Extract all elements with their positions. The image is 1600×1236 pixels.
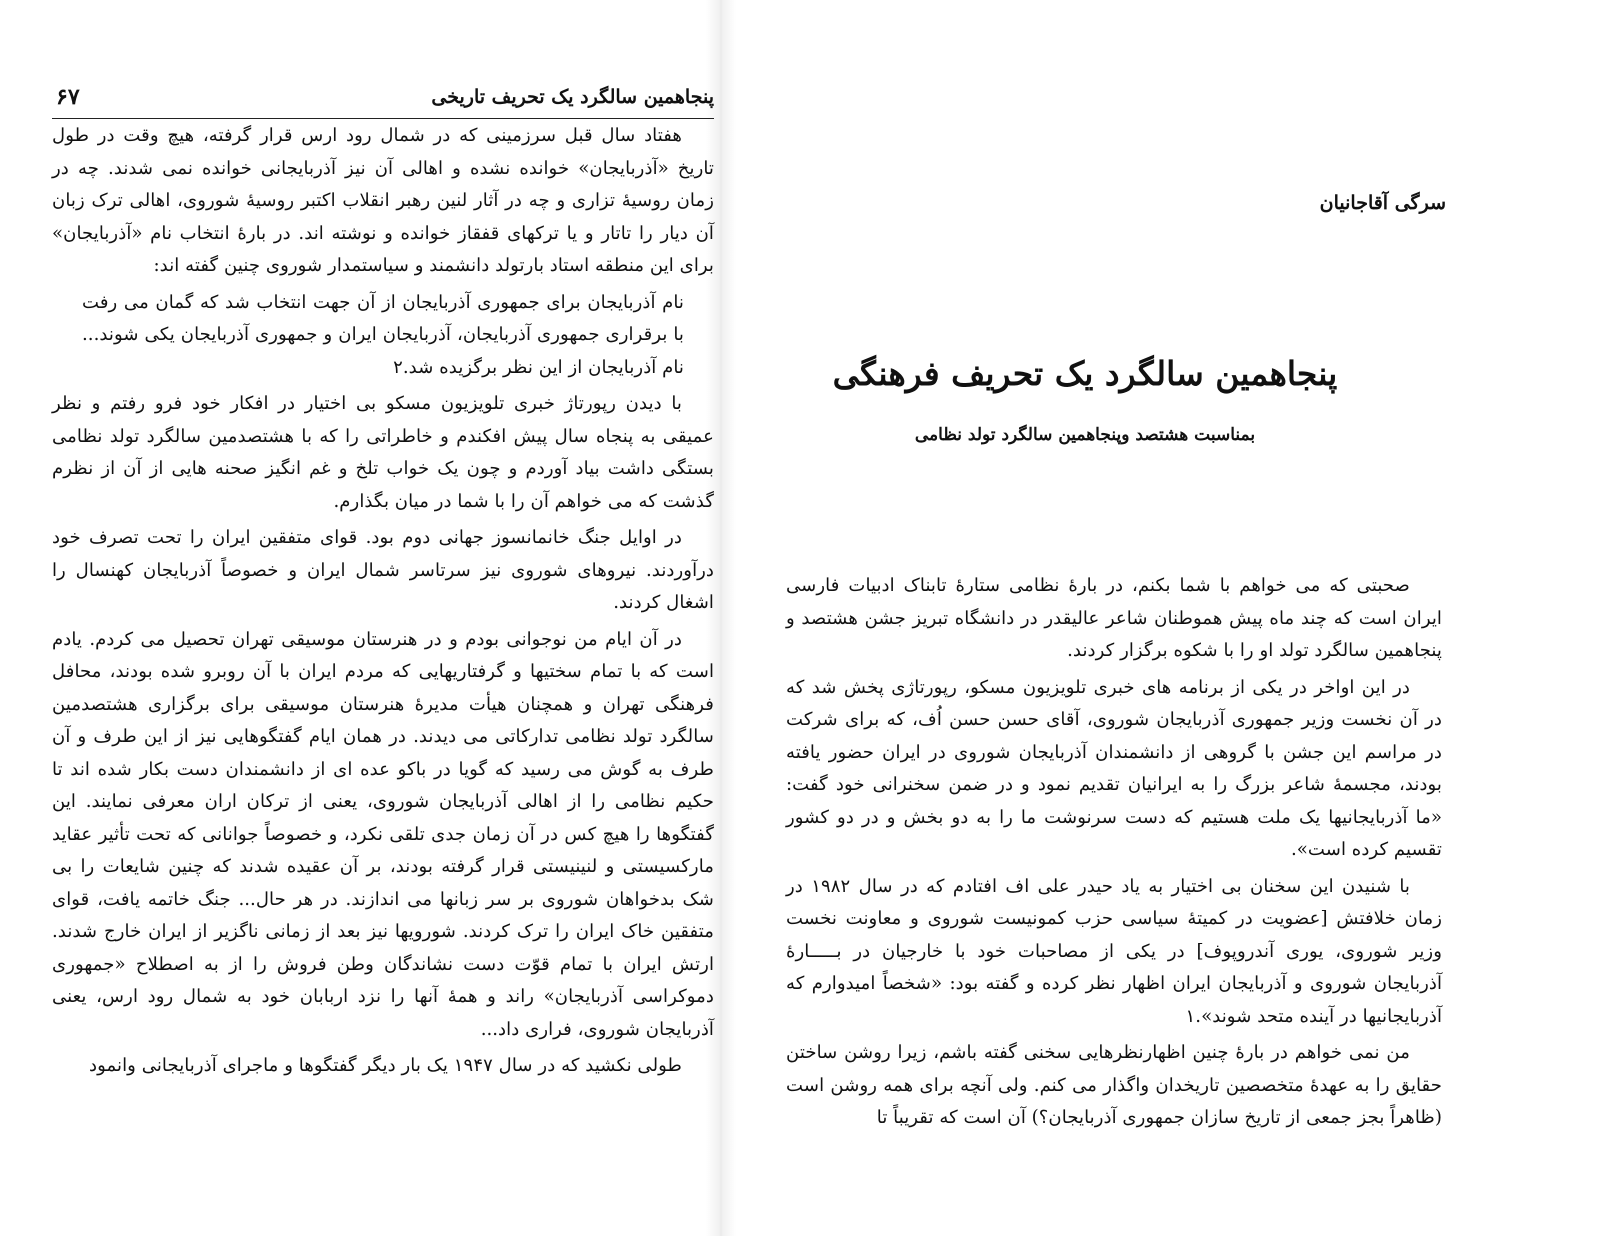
left-page <box>52 84 714 1194</box>
right-page-body <box>786 570 1442 1139</box>
chapter-title: پنجاهمین سالگرد یک تحریف فرهنگی <box>832 354 1338 393</box>
running-head-title: پنجاهمین سالگرد یک تحریف تاریخی <box>431 86 714 108</box>
paragraph: هفتاد سال قبل سرزمینی که در شمال رود ارس قرار گرفته، هیچ وقت در طول تاریخ «آذربایجان» خوانده نشده و اهالی آن نیز آذربایجانی خوانده نمی شدند. چه در زمان روسیهٔ تزاری و چه در آثار لنین رهبر انقلاب اکتبر روسیهٔ شوروی، اهالی ترک زبان آن دیار را تاتار و یا ترکهای قفقاز خوانده و نوشته اند. در بارهٔ انتخاب نام «آذربایجان» برای این منطقه استاد بارتولد دانشمند و سیاستمدار شوروی چنین گفته اند: <box>52 125 714 276</box>
block-quote: نام آذربایجان برای جمهوری آذربایجان از آن جهت انتخاب شد که گمان می رفت با برقراری جمهوری آذربایجان، آذربایجان ایران و جمهوری آذربایجان یکی شوند... نام آذربایجان از این نظر برگزیده شد.۲ <box>82 291 684 378</box>
author-name: سرگی آقاجانیان <box>1319 192 1446 214</box>
right-page <box>786 0 1446 1236</box>
running-head <box>52 84 714 119</box>
left-page-body <box>52 120 714 1087</box>
paragraph: صحبتی که می خواهم با شما بکنم، در بارهٔ نظامی ستارهٔ تابناک ادبیات فارسی ایران است که چند ماه پیش هموطنان شاعر عالیقدر در دانشگاه تبریز جشن هشتصد و پنجاهمین سالگرد تولد او را با شکوه برگزار کردند. <box>786 575 1442 661</box>
chapter-subtitle: بمناسبت هشتصد وپنجاهمین سالگرد تولد نظامی <box>914 425 1256 445</box>
paragraph: طولی نکشید که در سال ۱۹۴۷ یک بار دیگر گفتگوها و ماجرای آذربایجانی وانمود <box>89 1055 682 1076</box>
paragraph: در اوایل جنگ خانمانسوز جهانی دوم بود. قوای متفقین ایران را تحت تصرف خود درآوردند. نیروهای شوروی نیز سرتاسر شمال ایران و خصوصاً آذربایجان کهنسال را اشغال کردند. <box>52 527 714 613</box>
page-number: ۶۷ <box>56 84 80 110</box>
paragraph: با شنیدن این سخنان بی اختیار به یاد حیدر علی اف افتادم که در سال ۱۹۸۲ در زمان خلافتش [عضویت در کمیتهٔ سیاسی حزب کمونیست شوروی و معاونت نخست وزیر شوروی، یوری آندروپوف] در یکی از مصاحبات خود با خارجیان در بـــــارهٔ آذربایجان شوروی و آذربایجان ایران اظهار نظر کرده و گفته بود: «شخصاً امیدوارم که آذربایجانیها در آینده متحد شوند».۱ <box>786 875 1442 1027</box>
paragraph: من نمی خواهم در بارهٔ چنین اظهارنظرهایی سخنی گفته باشم، زیرا روشن ساختن حقایق را به عهدهٔ متخصصین تاریخدان واگذار می کنم. ولی آنچه برای همه روشن است (ظاهراً بجز جمعی از تاریخ سازان جمهوری آذربایجان؟) آن است که تقریباً تا <box>786 1042 1442 1128</box>
paragraph: با دیدن رپورتاژ خبری تلویزیون مسکو بی اختیار در افکار خود فرو رفتم و نظر عمیقی به پنجاه سال پیش افکندم و خاطراتی را که با هشتصدمین سالگرد تولد نظامی بستگی داشت بیاد آوردم و چون یک خواب تلخ و غم انگیز صحنه هایی از آن از نظرم گذشت که می خواهم آن را با شما در میان بگذارم. <box>52 393 714 512</box>
paragraph: در این اواخر در یکی از برنامه های خبری تلویزیون مسکو، رپورتاژی پخش شد که در آن نخست وزیر جمهوری آذربایجان شوروی، آقای حسن حسن اُف، که برای شرکت در مراسم این جشن با گروهی از دانشمندان آذربایجان شوروی در ایران حضور یافته بودند، مجسمهٔ شاعر بزرگ را به ایرانیان تقدیم نمود و در ضمن سخنرانی خود گفت: «ما آذربایجانیها یک ملت هستیم که دست سرنوشت ما را به دو بخش و در دو کشور تقسیم کرده است». <box>786 676 1442 860</box>
paragraph: در آن ایام من نوجوانی بودم و در هنرستان موسیقی تهران تحصیل می کردم. یادم است که با تمام سختیها و گرفتاریهایی که مردم ایران با آن روبرو شده بودند، محافل فرهنگی تهران و همچنان هیأت مدیرهٔ هنرستان موسیقی برای برگزاری هشتصدمین سالگرد تولد نظامی تدارکاتی می دیدند. در همان ایام گفتگوهایی نیز از این طرف و آن طرف به گوش می رسید که گویا در باکو عده ای از دانشمندان دست بکار شده اند تا حکیم نظامی را از اهالی آذربایجان شوروی، یعنی از ترکان اران معرفی نمایند. این گفتگوها را هیچ کس در آن زمان جدی تلقی نکرد، و خصوصاً جوانانی که تحت تأثیر عقاید مارکسیستی و لنینیستی قرار گرفته بودند، بر آن عقیده شدند که چنین شایعات را بی شک بدخواهان شوروی بر سر زبانها می اندازند. در هر حال... جنگ خاتمه یافت، قوای متفقین خاک ایران را ترک کردند. شورویها نیز بعد از زمانی ناگزیر از ایران خارج شدند. ارتش ایران با تمام قوّت دست نشاندگان وطن فروش را از به اصطلاح «جمهوری دموکراسی آذربایجان» راند و همهٔ آنها را نزد اربابان خود به شمال رود ارس، یعنی آذربایجان شوروی، فراری داد... <box>52 628 714 1040</box>
